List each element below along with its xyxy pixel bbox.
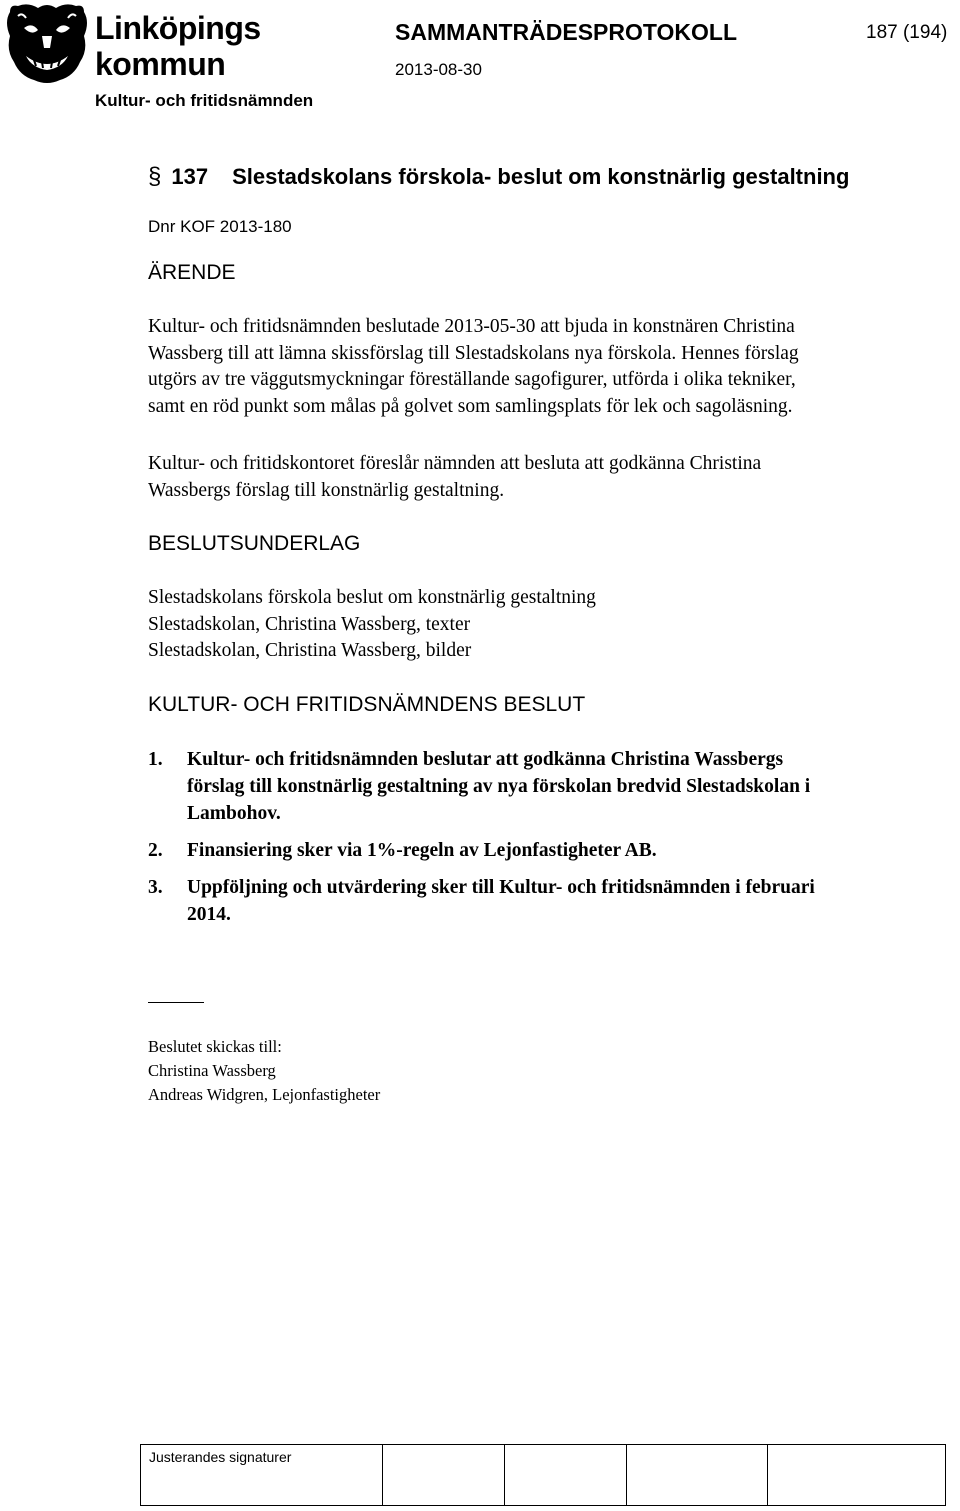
document-type: SAMMANTRÄDESPROTOKOLL	[395, 19, 738, 45]
list-item: Slestadskolan, Christina Wassberg, bilder	[148, 640, 472, 661]
diary-number: Dnr KOF 2013-180	[148, 217, 292, 236]
decision-number: 3.	[148, 877, 163, 898]
signature-label: Justerandes signaturer	[149, 1449, 292, 1465]
signature-cell	[382, 1445, 383, 1505]
underlag-list	[148, 585, 948, 665]
signature-cell	[504, 1445, 505, 1505]
decision-number: 2.	[148, 840, 163, 861]
decision-item	[148, 874, 948, 928]
beslut-heading: KULTUR- OCH FRITIDSNÄMNDENS BESLUT	[148, 693, 586, 716]
arende-paragraph-1	[148, 314, 948, 420]
decision-item	[148, 837, 948, 864]
section-title-text: Slestadskolans förskola- beslut om konstnärlig gestaltning	[232, 164, 850, 189]
page-number: 187 (194)	[866, 22, 948, 43]
section-title	[148, 163, 849, 191]
arende-heading: ÄRENDE	[148, 261, 236, 284]
decision-item	[148, 746, 948, 827]
decision-line: Lambohov.	[187, 803, 281, 824]
board-name: Kultur- och fritidsnämnden	[95, 91, 314, 110]
decision-list	[148, 746, 948, 938]
separator-line	[148, 1002, 204, 1003]
signature-cell	[767, 1445, 768, 1505]
section-number: 137	[171, 164, 209, 189]
signature-box	[140, 1444, 946, 1506]
distribution-label: Beslutet skickas till:	[148, 1037, 282, 1056]
distribution-list	[148, 1035, 380, 1107]
paragraph-line: Wassbergs förslag till konstnärlig gestaltning.	[148, 479, 505, 501]
lion-crest-icon	[4, 2, 90, 84]
list-item: Slestadskolans förskola beslut om konstnärlig gestaltning	[148, 587, 596, 608]
recipient: Andreas Widgren, Lejonfastigheter	[148, 1085, 381, 1104]
paragraph-line: Kultur- och fritidskontoret föreslår nämnden att besluta att godkänna Christina	[148, 453, 762, 474]
signature-cell	[626, 1445, 627, 1505]
decision-line: Kultur- och fritidsnämnden beslutar att godkänna Christina Wassbergs	[187, 749, 784, 770]
org-name-line2: kommun	[95, 46, 226, 82]
arende-paragraph-2	[148, 451, 948, 504]
recipient: Christina Wassberg	[148, 1061, 276, 1080]
decision-number: 1.	[148, 749, 163, 770]
paragraph-line: samt en röd punkt som målas på golvet som samlingsplats för lek och sagoläsning.	[148, 395, 793, 417]
org-name-line1: Linköpings	[95, 10, 261, 46]
decision-line: Uppföljning och utvärdering sker till Kultur- och fritidsnämnden i februari	[187, 877, 815, 898]
decision-line: förslag till konstnärlig gestaltning av nya förskolan bredvid Slestadskolan i	[187, 776, 811, 797]
section-symbol: §	[148, 163, 162, 190]
paragraph-line: utgörs av tre väggutsmyckningar föreställande sagofigurer, utförda i olika tekniker,	[148, 369, 796, 390]
paragraph-line: Kultur- och fritidsnämnden beslutade 2013-05-30 att bjuda in konstnären Christina	[148, 316, 795, 337]
list-item: Slestadskolan, Christina Wassberg, texter	[148, 613, 471, 635]
underlag-heading: BESLUTSUNDERLAG	[148, 532, 361, 555]
paragraph-line: Wassberg till att lämna skissförslag till Slestadskolans nya förskola. Hennes förslag	[148, 342, 799, 364]
decision-line: Finansiering sker via 1%-regeln av Lejonfastigheter AB.	[187, 840, 657, 861]
meeting-date: 2013-08-30	[395, 60, 482, 79]
decision-line: 2014.	[187, 904, 231, 925]
